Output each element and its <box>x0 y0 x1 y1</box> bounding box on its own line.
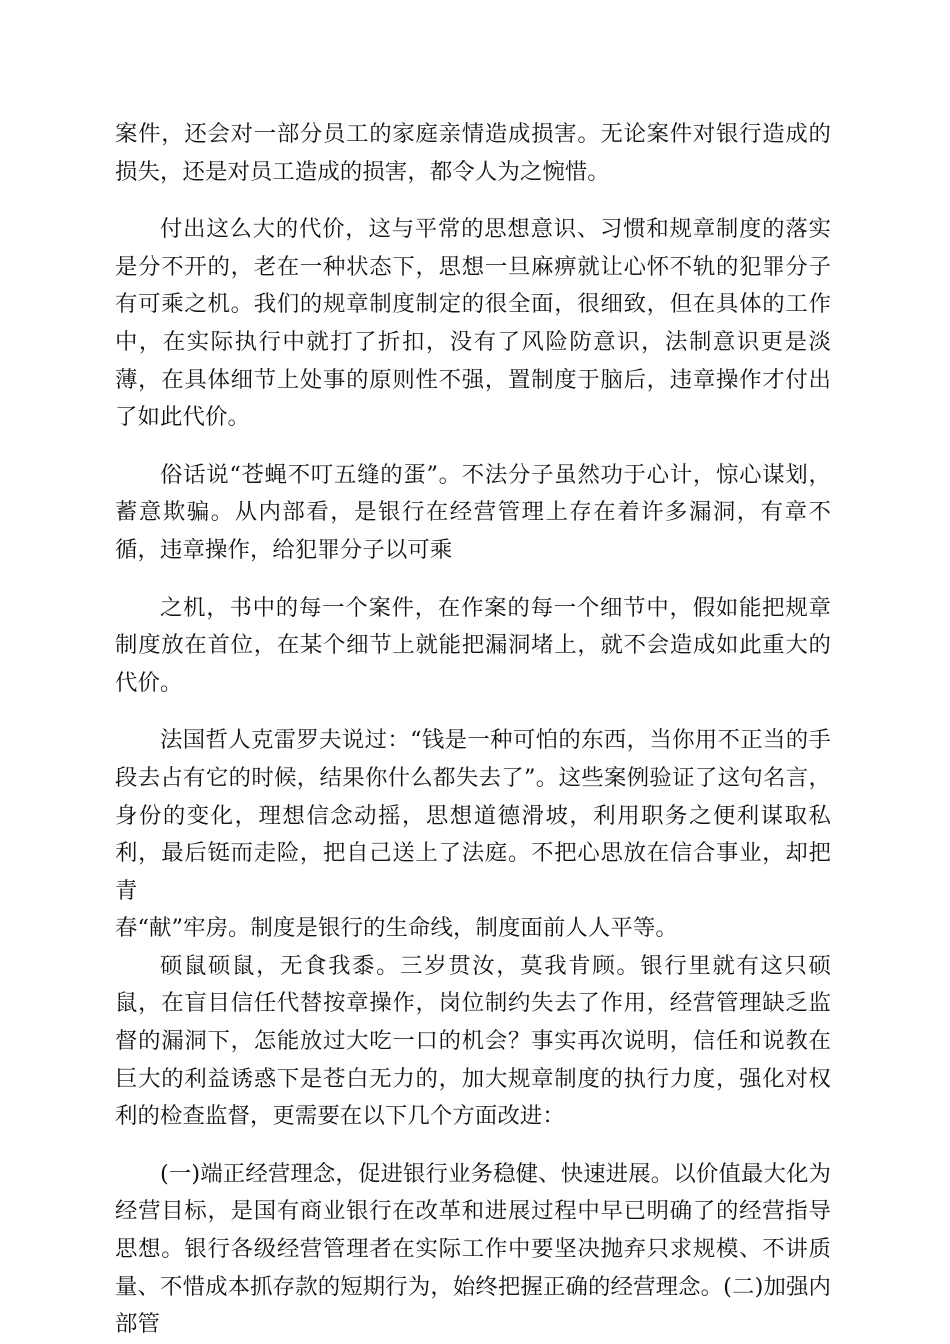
paragraph-7: (一)端正经营理念，促进银行业务稳健、快速进展。以价值最大化为经营目标，是国有商业银行在改革和进展过程中早已明确了的经营指导思想。银行各级经营管理者在实际工作中要坚决抛弃只求规模、不讲质量、不惜成本抓存款的短期行为，始终把握正确的经营理念。(二)加强内部管 <box>115 1160 831 1338</box>
paragraph-3: 俗话说“苍蝇不叮五缝的蛋”。不法分子虽然功于心计，惊心谋划，蓄意欺骗。从内部看，是银行在经营管理上存在着许多漏洞，有章不循，违章操作，给犯罪分子以可乘 <box>115 461 831 563</box>
paragraph-5-block <box>115 722 831 948</box>
paragraph-1: 案件，还会对一部分员工的家庭亲情造成损害。无论案件对银行造成的损失，还是对员工造成的损害，都令人为之惋惜。 <box>115 121 831 185</box>
paragraph-4: 之机，书中的每一个案件，在作案的每一个细节中，假如能把规章制度放在首位，在某个细节上就能把漏洞堵上，就不会造成如此重大的代价。 <box>115 594 831 696</box>
paragraph-5: 法国哲人克雷罗夫说过：“钱是一种可怕的东西，当你用不正当的手段去占有它的时候，结果你什么都失去了”。这些案例验证了这句名言，身份的变化，理想信念动摇，思想道德滑坡，利用职务之便利谋取私利，最后铤而走险，把自己送上了法庭。不把心思放在信合事业，却把青 <box>115 727 831 904</box>
paragraph-6: 硕鼠硕鼠，无食我黍。三岁贯汝，莫我肯顾。银行里就有这只硕鼠，在盲目信任代替按章操作，岗位制约失去了作用，经营管理缺乏监督的漏洞下，怎能放过大吃一口的机会？事实再次说明，信任和说教在巨大的利益诱惑下是苍白无力的，加大规章制度的执行力度，强化对权利的检查监督，更需要在以下几个方面改进： <box>115 952 831 1130</box>
paragraph-2: 付出这么大的代价，这与平常的思想意识、习惯和规章制度的落实是分不开的，老在一种状态下，思想一旦麻痹就让心怀不轨的犯罪分子有可乘之机。我们的规章制度制定的很全面，很细致，但在具体的工作中，在实际执行中就打了折扣，没有了风险防意识，法制意识更是淡薄，在具体细节上处事的原则性不强，置制度于脑后，违章操作才付出了如此代价。 <box>115 216 831 431</box>
paragraph-5-continuation: 春“献”牢房。制度是银行的生命线，制度面前人人平等。 <box>115 915 678 942</box>
document-page <box>115 116 831 1344</box>
